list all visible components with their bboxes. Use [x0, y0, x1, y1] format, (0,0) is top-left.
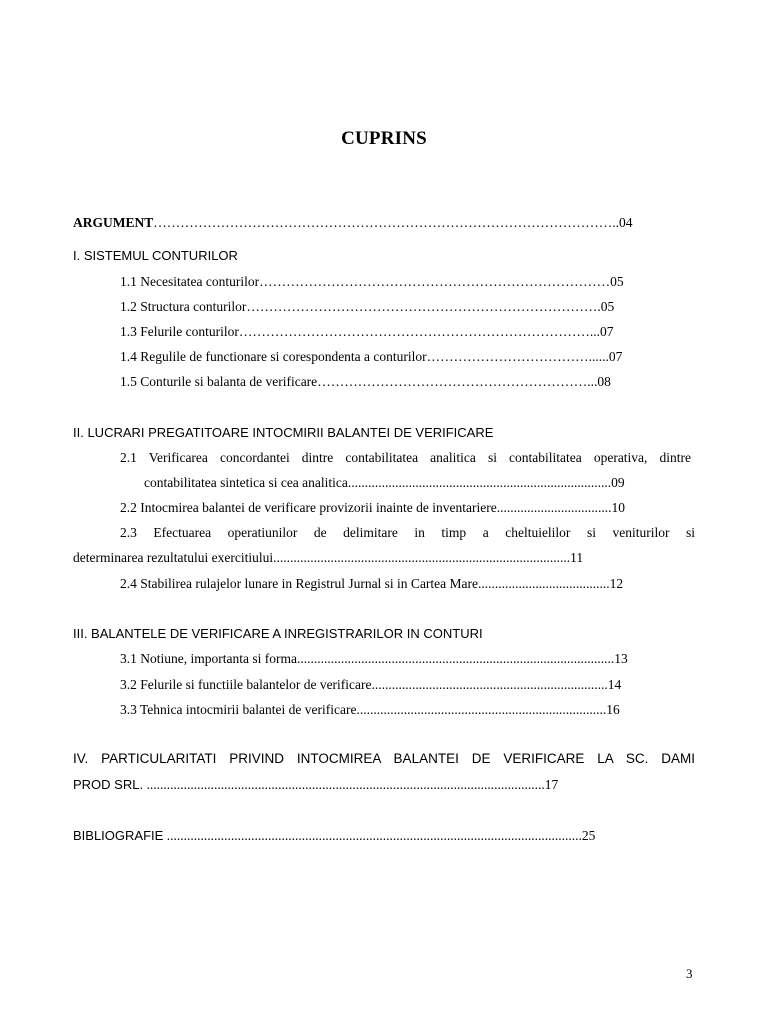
toc-entry-label: 2.4 Stabilirea rulajelor lunare in Registrul Jurnal si in Cartea Mare	[120, 576, 479, 591]
toc-entry-2-1-line1[interactable]: 2.1 Verificarea concordantei dintre contabilitatea analitica si contabilitatea operativa, dintre	[120, 450, 691, 465]
toc-leader-dots: ..........................................................................	[356, 702, 607, 717]
toc-section-4[interactable]	[73, 776, 645, 794]
toc-leader-dots: ...........................................................................................................................	[163, 828, 582, 843]
toc-entry-label: 3.3 Tehnica intocmirii balantei de verificare	[120, 702, 357, 717]
toc-entry-label: 1.3 Felurile conturilor	[120, 324, 239, 339]
toc-leader-dots: .......................................	[478, 576, 610, 591]
toc-leader-dots: ..................................	[496, 500, 612, 515]
toc-entry-label: BIBLIOGRAFIE	[73, 828, 164, 843]
page-number: 3	[686, 966, 693, 981]
toc-entry-label: ARGUMENT	[73, 215, 154, 230]
toc-leader-dots: ……………………………………………………...	[317, 374, 598, 389]
toc-page-number: 11	[570, 550, 584, 565]
toc-entry-3-1[interactable]	[120, 650, 694, 668]
toc-entry-label: PROD SRL.	[73, 777, 144, 792]
toc-leader-dots: …………………………………………………………………….	[246, 299, 601, 314]
toc-page-number: 14	[607, 677, 622, 692]
toc-page-number: 07	[599, 324, 614, 339]
toc-entry-argument[interactable]	[73, 214, 686, 232]
toc-page-number: 05	[610, 274, 624, 289]
toc-page-number: 04	[619, 215, 633, 230]
toc-leader-dots: ..............................................................................................	[296, 651, 615, 666]
toc-page-number: 07	[608, 349, 623, 364]
toc-entry-label: 1.1 Necesitatea conturilor	[120, 274, 260, 289]
toc-entry-label: contabilitatea sintetica si cea analitica	[144, 475, 348, 490]
toc-section-3[interactable]: III. BALANTELE DE VERIFICARE A INREGISTRARILOR IN CONTURI	[73, 626, 483, 641]
toc-title: CUPRINS	[341, 128, 427, 149]
toc-page-number: 08	[597, 374, 611, 389]
toc-entry-1-5[interactable]	[120, 373, 686, 391]
toc-entry-3-2[interactable]	[120, 676, 691, 694]
toc-entry-bibliografie[interactable]	[73, 827, 685, 845]
toc-page-number: 09	[611, 475, 625, 490]
toc-page-number: 13	[614, 651, 628, 666]
toc-page-number: 10	[611, 500, 625, 515]
toc-entry-1-2[interactable]	[120, 298, 686, 316]
toc-page-number: 12	[609, 576, 624, 591]
toc-entry-label: determinarea rezultatului exercitiului	[73, 550, 274, 565]
toc-entry-1-4[interactable]	[120, 348, 686, 366]
toc-entry-label: 3.1 Notiune, importanta si forma	[120, 651, 297, 666]
toc-leader-dots: ..............................................................................	[347, 475, 612, 490]
toc-leader-dots: ......................................................................................................................	[143, 777, 545, 792]
toc-page-number: 16	[606, 702, 620, 717]
toc-entry-2-1[interactable]	[144, 474, 694, 492]
toc-page-number: 25	[581, 828, 596, 843]
toc-entry-label: 1.2 Structura conturilor	[120, 299, 247, 314]
toc-entry-label: 1.4 Regulile de functionare si corespondenta a conturilor	[120, 349, 427, 364]
toc-section-2[interactable]: II. LUCRARI PREGATITOARE INTOCMIRII BALANTEI DE VERIFICARE	[73, 425, 494, 440]
toc-leader-dots: ......................................................................	[371, 677, 608, 692]
toc-entry-2-3[interactable]	[73, 549, 665, 567]
toc-entry-3-3[interactable]	[120, 701, 691, 719]
toc-entry-label: 1.5 Conturile si balanta de verificare	[120, 374, 318, 389]
toc-leader-dots: ……………………………………………………………………	[259, 274, 611, 289]
toc-entry-label: 2.2 Intocmirea balantei de verificare provizorii inainte de inventariere	[120, 500, 497, 515]
toc-entry-1-3[interactable]	[120, 323, 686, 341]
toc-leader-dots: ………………………………......	[426, 349, 609, 364]
toc-entry-2-4[interactable]	[120, 575, 694, 593]
toc-leader-dots: …………………………………………………………………………………………..	[153, 215, 619, 230]
toc-entry-1-1[interactable]	[120, 273, 686, 291]
toc-leader-dots: ........................................................................................	[273, 550, 571, 565]
toc-entry-label: 3.2 Felurile si functiile balantelor de verificare	[120, 677, 372, 692]
toc-page-number: 17	[544, 777, 559, 792]
toc-section-1[interactable]: I. SISTEMUL CONTURILOR	[73, 248, 238, 263]
toc-leader-dots: ……………………………………………………………………...	[238, 324, 600, 339]
toc-entry-2-3-line1[interactable]: 2.3 Efectuarea operatiunilor de delimitare in timp a cheltuielilor si veniturilor si	[120, 525, 695, 540]
toc-entry-2-2[interactable]	[120, 499, 694, 517]
toc-section-4-line1[interactable]: IV. PARTICULARITATI PRIVIND INTOCMIREA BALANTEI DE VERIFICARE LA SC. DAMI	[73, 751, 695, 766]
toc-page-number: 05	[600, 299, 615, 314]
